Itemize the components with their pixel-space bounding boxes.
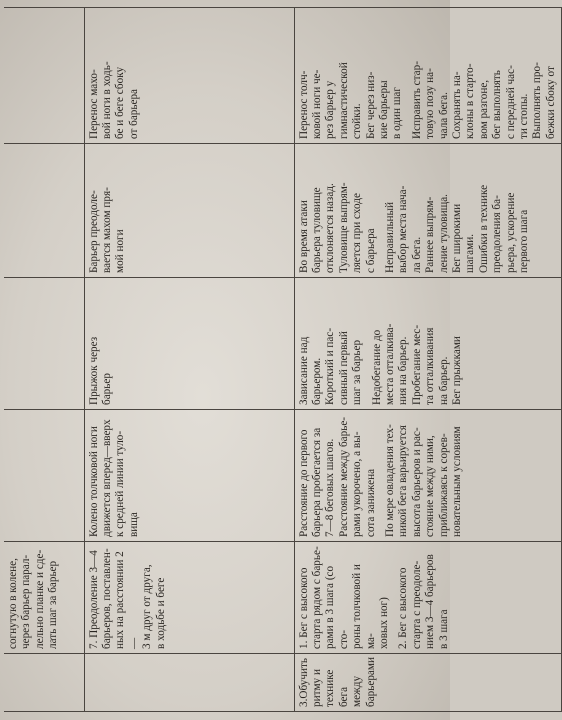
- table-cell-task: [84, 654, 294, 712]
- table-cell-guideline: [4, 410, 84, 542]
- cell-text: Перенос махо- вой ноги в ходь- бе и беге сбоку от барьера: [87, 61, 140, 139]
- table-cell-correction: [4, 8, 84, 144]
- cell-text: Недобегание до места отталкива- ния на барьер. Пробегание мес- та отталкивания на барьер. Бег прыжками: [370, 323, 463, 405]
- cell-text: 1. Бег с высокого старта рядом с барье- рами в 3 шага (со сто- роны толчковой и ма- ховых ног): [297, 546, 390, 649]
- table-cell-correction: [294, 8, 562, 144]
- table-cell-cause: [4, 144, 84, 278]
- cell-text: Во время атаки барьера туловище отклоняется назад. Туловище выпрям- ляется при сходе с барьера: [297, 182, 377, 273]
- table-cell-error: [84, 278, 294, 410]
- table-cell-exercise: [4, 542, 84, 654]
- table-cell-task: [4, 654, 84, 712]
- table-row: [84, 8, 294, 712]
- cell-text: Расстояние до первого барьера пробегается за 7—8 беговых шагов. Расстояние между барье- рами укорочено, а вы- сота занижена: [297, 416, 377, 537]
- cell-text: 2. Бег с высокого старта с преодоле- нием 3—4 барьеров в 3 шага: [397, 554, 450, 649]
- table-cell-exercise: [294, 542, 562, 654]
- table-cell-cause: [84, 144, 294, 278]
- cell-text: Прыжок через барьер: [87, 336, 113, 405]
- table-row: [4, 8, 84, 712]
- table-cell-exercise: [84, 542, 294, 654]
- table-cell-correction: [84, 8, 294, 144]
- table-cell-guideline: [294, 410, 562, 542]
- training-methods-table: [4, 7, 562, 712]
- cell-text: Колено толчковой ноги движется вперед—вверх к средней линии туло- вища: [87, 419, 140, 537]
- cell-text: Перенос толч- ковой ноги че- рез барьер у гимнастической стойки. Бег через низ- кие барьеры в один шаг: [297, 62, 404, 139]
- cell-text: По мере овладения тех- никой бега варьируется высота барьеров и рас- стояние между ними, приближаясь к сорев- новательным условиям: [383, 424, 463, 537]
- cell-text: согнутую в колене, через барьер парал- лельно планке и сде- лать шаг за барьер: [7, 549, 60, 649]
- cell-text: Барьер преодоле- вается махом пря- мой ноги: [87, 187, 127, 273]
- table-cell-cause: [294, 144, 562, 278]
- table-cell-error: [4, 278, 84, 410]
- cell-text: Исправить стар- товую позу на- чала бега. Сохранять на- клоны в старто- вом разгоне, бег выполнять с передней час- ти стопы. Выполнять про- бежки сбоку от: [410, 61, 557, 139]
- table-row: [294, 8, 562, 712]
- cell-text: 7. Преодоление 3—4 барьеров, поставлен- ных на расстоянии 2— 3 м друг от друга, в ходьбе и беге: [87, 548, 167, 649]
- cell-text: Неправильный выбор места нача- ла бега. Раннее выпрям- ление туловища. Бег широкими шагами. Ошибки в технике преодоления ба- рьера, ускорение первого шага: [383, 184, 530, 273]
- cell-text: 3.Обучить ритму и технике бега между барьерами: [297, 657, 377, 707]
- table-cell-task: [294, 654, 562, 712]
- table-cell-guideline: [84, 410, 294, 542]
- cell-text: Зависание над барьером. Короткий и пас- сивный первый шаг за барьер: [297, 327, 364, 405]
- table-cell-error: [294, 278, 562, 410]
